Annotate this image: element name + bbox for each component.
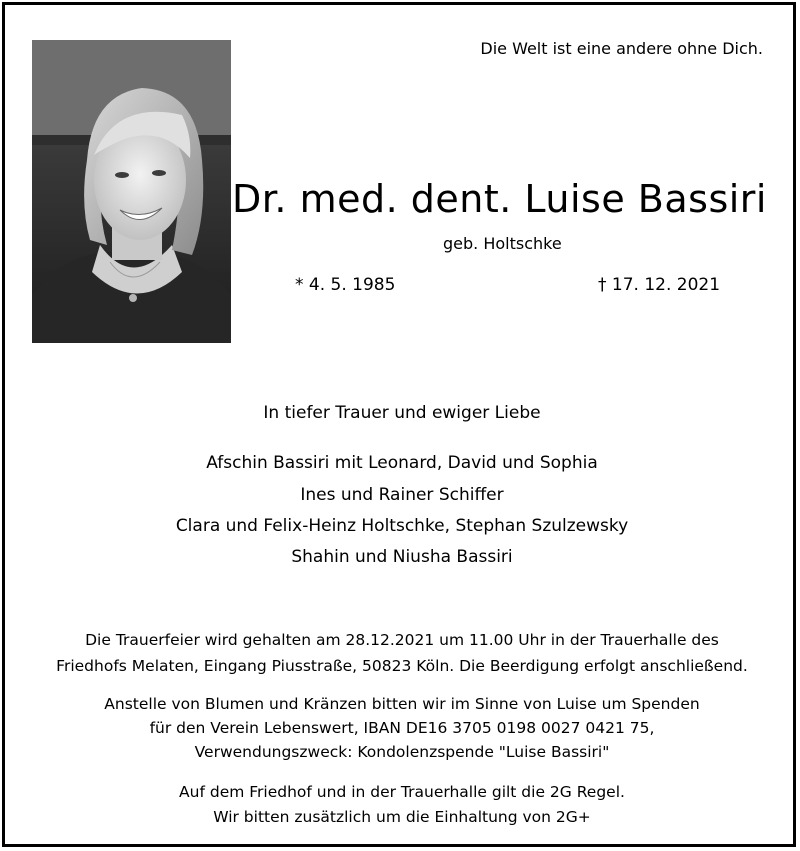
birth-date: * 4. 5. 1985 [295,275,396,295]
deceased-name: Dr. med. dent. Luise Bassiri [232,177,767,221]
ceremony-line: Die Trauerfeier wird gehalten am 28.12.2021 um 11.00 Uhr in der Trauerhalle des [85,631,719,649]
ceremony-line: Friedhofs Melaten, Eingang Piusstraße, 50823 Köln. Die Beerdigung erfolgt anschließend. [56,657,748,675]
mourner-line: Shahin und Niusha Bassiri [291,547,513,567]
portrait-photo [32,40,231,343]
mourner-line: Ines und Rainer Schiffer [300,485,504,505]
mourner-line: Afschin Bassiri mit Leonard, David und Sophia [206,453,598,473]
donation-line: Verwendungszweck: Kondolenzspende "Luise Bassiri" [194,743,610,761]
mourning-intro: In tiefer Trauer und ewiger Liebe [263,403,541,423]
donation-line: Anstelle von Blumen und Kränzen bitten wir im Sinne von Luise um Spenden [104,695,700,713]
portrait-image [32,40,231,343]
obituary-frame [2,2,796,847]
motto-text: Die Welt ist eine andere ohne Dich. [480,39,763,58]
death-date: † 17. 12. 2021 [598,275,721,295]
donation-line: für den Verein Lebenswert, IBAN DE16 3705 0198 0027 0421 75, [149,719,655,737]
covid-rule-line: Wir bitten zusätzlich um die Einhaltung von 2G+ [213,808,591,826]
covid-rule-line: Auf dem Friedhof und in der Trauerhalle gilt die 2G Regel. [179,783,625,801]
born-name: geb. Holtschke [443,234,562,253]
mourner-line: Clara und Felix-Heinz Holtschke, Stephan Szulzewsky [175,516,629,536]
